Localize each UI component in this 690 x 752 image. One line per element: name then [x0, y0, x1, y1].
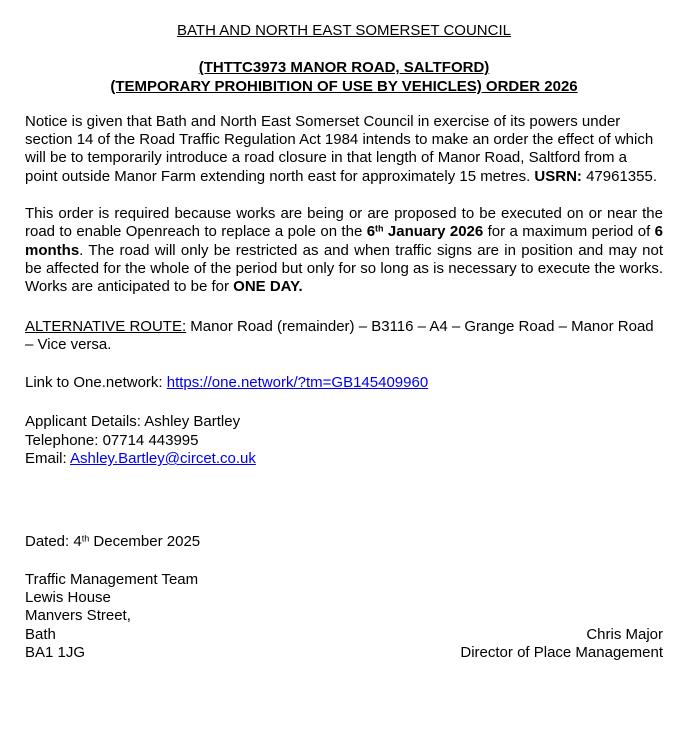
text-run: USRN: [534, 167, 582, 185]
one-network-label: Link to One.network: [25, 374, 167, 392]
applicant-telephone-line: Telephone: 07714 443995 [25, 431, 199, 449]
text-run: Manor Road (remainder) – B3116 – A4 – Grange Road – Manor Road – Vice versa. [25, 317, 654, 353]
notice-paragraph [25, 113, 663, 186]
signatory-name: Chris Major [586, 625, 663, 643]
one-network-line [25, 374, 663, 392]
text-run: 47961355. [581, 167, 657, 185]
text-run: 6 months [25, 223, 663, 259]
text-run: This order is required because works are being or are proposed to be executed on or near the road to enable Openreach to replace a pole on the [25, 205, 663, 241]
order-title [25, 59, 663, 96]
one-network-link[interactable]: https://one.network/?tm=GB145409960 [166, 374, 429, 392]
address-line-team: Traffic Management Team [25, 570, 199, 588]
text-run: ALTERNATIVE ROUTE: [25, 317, 187, 335]
address-line-street: Manvers Street, [25, 607, 131, 625]
signature-block [460, 626, 663, 663]
order-reason-paragraph [25, 205, 663, 296]
text-run: December 2025 [89, 533, 201, 551]
address-line-city: Bath [25, 625, 56, 643]
text-run: . The road will only be restricted as and when traffic signs are in position and may not be affected for the whole of the period but only for so long as is necessary to execute the works. Works are anticipated to be for [25, 241, 663, 296]
alternative-route-paragraph [25, 318, 663, 355]
text-run: January 2026 [383, 223, 484, 241]
text-run: th [81, 533, 90, 544]
applicant-details-line: Applicant Details: Ashley Bartley [25, 413, 241, 431]
text-run: for a maximum period of [483, 223, 655, 241]
address-block [25, 571, 198, 662]
email-link[interactable]: Ashley.Bartley@circet.co.uk [70, 450, 256, 468]
text-run: 6 [366, 223, 376, 241]
text-run: ONE DAY. [233, 278, 303, 296]
footer-block [25, 571, 663, 662]
applicant-email-line [25, 450, 663, 468]
order-title-line2: (TEMPORARY PROHIBITION OF USE BY VEHICLES) ORDER 2026 [110, 77, 578, 95]
applicant-block [25, 413, 663, 468]
dated-line [25, 533, 663, 551]
text-run: Notice is given that Bath and North East Somerset Council in exercise of its powers under section 14 of the Road Traffic Regulation Act 1984 intends to make an order the effect of which will be to temporarily introduce a road closure in that length of Manor Road, Saltford from a point outside Manor Farm extending north east for approximately 15 metres. [25, 112, 654, 185]
email-label: Email: [25, 450, 71, 468]
order-title-line1: (THTTC3973 MANOR ROAD, SALTFORD) [198, 59, 490, 77]
text-run: Dated: 4 [25, 533, 82, 551]
address-line-house: Lewis House [25, 588, 111, 606]
signatory-title: Director of Place Management [460, 643, 663, 661]
text-run: th [375, 223, 384, 234]
address-line-postcode: BA1 1JG [25, 643, 86, 661]
council-title: BATH AND NORTH EAST SOMERSET COUNCIL [177, 22, 511, 39]
